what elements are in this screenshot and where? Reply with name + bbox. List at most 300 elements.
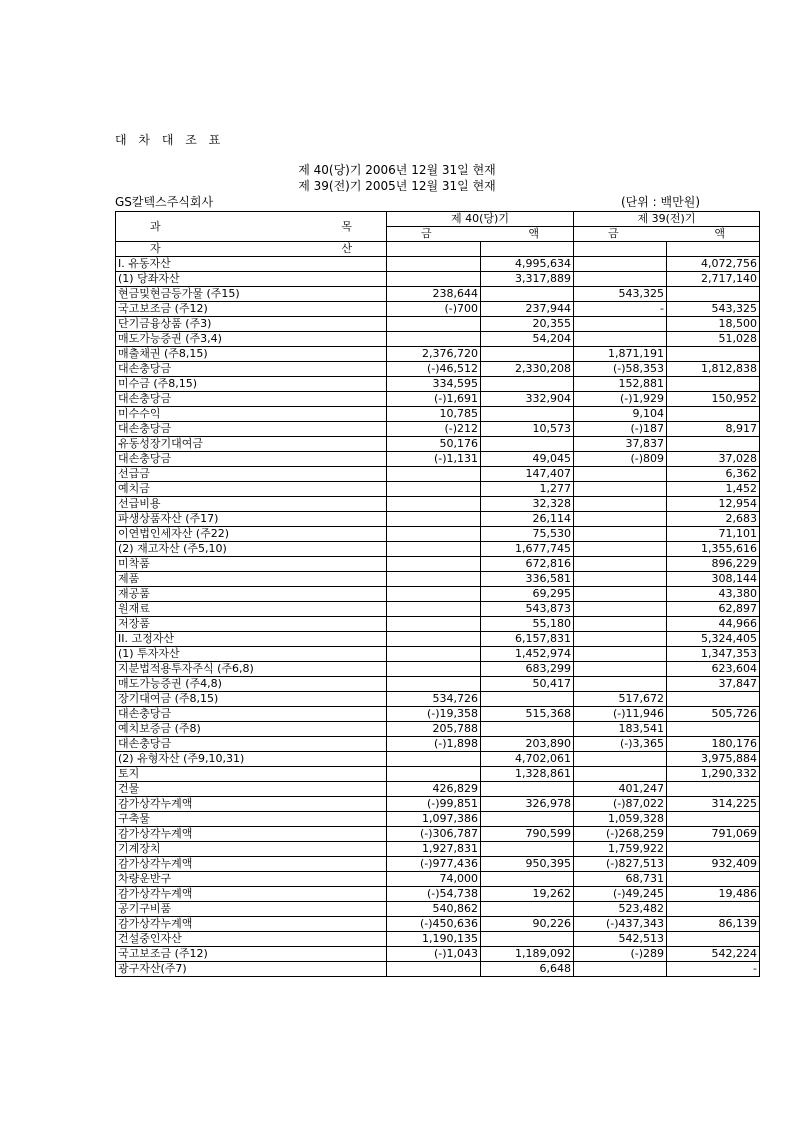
current-total-amount: 683,299: [481, 662, 574, 677]
current-total-amount: 790,599: [481, 827, 574, 842]
account-label: 국고보조금 (주12): [116, 302, 387, 317]
section-assets: [116, 242, 387, 257]
current-total-amount: 3,317,889: [481, 272, 574, 287]
account-label: 대손충당금: [116, 707, 387, 722]
current-total-amount: 26,114: [481, 512, 574, 527]
prior-detail-amount: [574, 602, 667, 617]
prior-total-amount: 4,072,756: [667, 257, 760, 272]
current-total-amount: [481, 812, 574, 827]
current-detail-amount: 74,000: [387, 872, 481, 887]
prior-total-amount: [667, 722, 760, 737]
current-detail-amount: [387, 617, 481, 632]
prior-total-amount: 932,409: [667, 857, 760, 872]
table-row: [116, 737, 760, 752]
current-detail-amount: [387, 317, 481, 332]
account-label: 지분법적용투자주식 (주6,8): [116, 662, 387, 677]
current-total-amount: 1,277: [481, 482, 574, 497]
table-row: [116, 287, 760, 302]
account-label: 감가상각누계액: [116, 797, 387, 812]
prior-total-amount: 543,325: [667, 302, 760, 317]
current-total-amount: [481, 437, 574, 452]
table-row: [116, 797, 760, 812]
prior-detail-amount: [574, 482, 667, 497]
table-row: [116, 677, 760, 692]
prior-total-amount: [667, 437, 760, 452]
prior-total-amount: 37,028: [667, 452, 760, 467]
table-row: [116, 872, 760, 887]
current-detail-amount: [387, 512, 481, 527]
current-detail-amount: [387, 647, 481, 662]
current-detail-amount: [387, 527, 481, 542]
account-label: 토지: [116, 767, 387, 782]
prior-total-amount: 5,324,405: [667, 632, 760, 647]
current-amount-left: 금: [421, 227, 432, 240]
prior-detail-amount: [574, 572, 667, 587]
current-detail-amount: [387, 767, 481, 782]
period-current: 제 40(당)기 2006년 12월 31일 현재: [298, 163, 496, 177]
current-total-amount: [481, 287, 574, 302]
prior-total-amount: 1,812,838: [667, 362, 760, 377]
prior-total-amount: [667, 347, 760, 362]
account-label: 매도가능증권 (주4,8): [116, 677, 387, 692]
table-row: [116, 347, 760, 362]
current-total-amount: 1,677,745: [481, 542, 574, 557]
current-total-amount: 237,944: [481, 302, 574, 317]
current-detail-amount: 2,376,720: [387, 347, 481, 362]
prior-amount-left: 금: [608, 227, 619, 240]
table-row: [116, 722, 760, 737]
table-row: [116, 632, 760, 647]
table-row: [116, 527, 760, 542]
current-total-amount: 32,328: [481, 497, 574, 512]
prior-total-amount: 1,452: [667, 482, 760, 497]
current-detail-amount: (-)99,851: [387, 797, 481, 812]
current-amount-right: 액: [528, 227, 539, 240]
account-label: 저장품: [116, 617, 387, 632]
current-detail-amount: (-)19,358: [387, 707, 481, 722]
prior-total-amount: 505,726: [667, 707, 760, 722]
document-title: 대 차 대 조 표: [115, 133, 225, 147]
current-total-amount: 20,355: [481, 317, 574, 332]
table-row: [116, 482, 760, 497]
company-name: GS칼텍스주식회사: [115, 195, 214, 209]
table-row: [116, 497, 760, 512]
prior-total-amount: [667, 932, 760, 947]
table-row: [116, 422, 760, 437]
prior-total-amount: 1,355,616: [667, 542, 760, 557]
account-label: 감가상각누계액: [116, 827, 387, 842]
prior-total-amount: 896,229: [667, 557, 760, 572]
prior-detail-amount: [574, 317, 667, 332]
account-label: (2) 유형자산 (주9,10,31): [116, 752, 387, 767]
current-amount-header: [387, 227, 574, 242]
prior-detail-amount: (-)827,513: [574, 857, 667, 872]
prior-detail-amount: (-)49,245: [574, 887, 667, 902]
current-detail-amount: 1,927,831: [387, 842, 481, 857]
prior-total-amount: [667, 812, 760, 827]
account-label: 감가상각누계액: [116, 887, 387, 902]
table-row: [116, 887, 760, 902]
table-row: [116, 692, 760, 707]
unit-label: (단위 : 백만원): [621, 195, 700, 209]
prior-total-amount: 308,144: [667, 572, 760, 587]
account-label: 감가상각누계액: [116, 857, 387, 872]
prior-detail-amount: 523,482: [574, 902, 667, 917]
current-total-amount: [481, 902, 574, 917]
account-label: 단기금융상품 (주3): [116, 317, 387, 332]
current-total-amount: 1,452,974: [481, 647, 574, 662]
account-label: 유동성장기대여금: [116, 437, 387, 452]
current-total-amount: 10,573: [481, 422, 574, 437]
table-row: [116, 542, 760, 557]
prior-detail-amount: 517,672: [574, 692, 667, 707]
empty-cell: [481, 242, 574, 257]
prior-detail-amount: [574, 677, 667, 692]
table-row: [116, 587, 760, 602]
current-total-amount: [481, 407, 574, 422]
current-total-amount: 515,368: [481, 707, 574, 722]
prior-detail-amount: [574, 962, 667, 977]
section-assets-left: 자: [150, 242, 161, 255]
account-label: 매출채권 (주8,15): [116, 347, 387, 362]
table-row: [116, 572, 760, 587]
empty-cell: [667, 242, 760, 257]
current-detail-amount: 10,785: [387, 407, 481, 422]
table-row: [116, 902, 760, 917]
section-assets-right: 산: [341, 242, 352, 255]
prior-total-amount: -: [667, 962, 760, 977]
prior-total-amount: 623,604: [667, 662, 760, 677]
current-detail-amount: [387, 962, 481, 977]
current-detail-amount: [387, 677, 481, 692]
prior-total-amount: 2,717,140: [667, 272, 760, 287]
account-header-right: 목: [341, 219, 352, 233]
account-label: 광구자산(주7): [116, 962, 387, 977]
prior-detail-amount: 401,247: [574, 782, 667, 797]
table-row: [116, 857, 760, 872]
table-row: [116, 947, 760, 962]
account-label: 미수금 (주8,15): [116, 377, 387, 392]
account-label: 대손충당금: [116, 737, 387, 752]
current-total-amount: 19,262: [481, 887, 574, 902]
prior-total-amount: 51,028: [667, 332, 760, 347]
prior-detail-amount: [574, 512, 667, 527]
header-row-periods: [116, 212, 760, 227]
current-period-header: 제 40(당)기: [387, 212, 574, 227]
table-row: [116, 407, 760, 422]
empty-cell: [387, 242, 481, 257]
table-row: [116, 752, 760, 767]
current-total-amount: 2,330,208: [481, 362, 574, 377]
current-total-amount: [481, 842, 574, 857]
prior-detail-amount: [574, 542, 667, 557]
current-total-amount: 543,873: [481, 602, 574, 617]
current-detail-amount: (-)46,512: [387, 362, 481, 377]
prior-detail-amount: 543,325: [574, 287, 667, 302]
prior-total-amount: 12,954: [667, 497, 760, 512]
prior-detail-amount: 68,731: [574, 872, 667, 887]
current-detail-amount: (-)1,691: [387, 392, 481, 407]
current-detail-amount: 1,190,135: [387, 932, 481, 947]
current-detail-amount: 1,097,386: [387, 812, 481, 827]
current-detail-amount: [387, 632, 481, 647]
prior-detail-amount: [574, 617, 667, 632]
table-row: [116, 302, 760, 317]
prior-total-amount: [667, 692, 760, 707]
prior-total-amount: 44,966: [667, 617, 760, 632]
balance-sheet-rows: [116, 257, 760, 977]
account-label: (1) 투자자산: [116, 647, 387, 662]
current-detail-amount: (-)1,043: [387, 947, 481, 962]
current-detail-amount: (-)450,636: [387, 917, 481, 932]
current-detail-amount: [387, 542, 481, 557]
current-total-amount: [481, 782, 574, 797]
table-row: [116, 332, 760, 347]
table-row: [116, 602, 760, 617]
current-detail-amount: [387, 752, 481, 767]
table-row: [116, 812, 760, 827]
account-label: 원재료: [116, 602, 387, 617]
account-label: 미수수익: [116, 407, 387, 422]
prior-detail-amount: [574, 467, 667, 482]
table-row: [116, 662, 760, 677]
prior-detail-amount: [574, 272, 667, 287]
table-row: [116, 827, 760, 842]
prior-amount-header: [574, 227, 760, 242]
table-row: [116, 512, 760, 527]
table-row: [116, 317, 760, 332]
table-row: [116, 362, 760, 377]
account-label: II. 고정자산: [116, 632, 387, 647]
current-detail-amount: (-)700: [387, 302, 481, 317]
prior-total-amount: 8,917: [667, 422, 760, 437]
prior-total-amount: [667, 407, 760, 422]
prior-total-amount: [667, 872, 760, 887]
prior-detail-amount: [574, 527, 667, 542]
current-detail-amount: [387, 587, 481, 602]
empty-cell: [574, 242, 667, 257]
account-label: 이연법인세자산 (주22): [116, 527, 387, 542]
account-label: 예치금: [116, 482, 387, 497]
prior-total-amount: 1,290,332: [667, 767, 760, 782]
prior-total-amount: 18,500: [667, 317, 760, 332]
current-total-amount: 6,648: [481, 962, 574, 977]
prior-total-amount: 180,176: [667, 737, 760, 752]
current-detail-amount: [387, 602, 481, 617]
account-label: 예치보증금 (주8): [116, 722, 387, 737]
account-label: 제품: [116, 572, 387, 587]
account-label: (1) 당좌자산: [116, 272, 387, 287]
prior-detail-amount: (-)87,022: [574, 797, 667, 812]
table-row: [116, 932, 760, 947]
current-detail-amount: (-)1,898: [387, 737, 481, 752]
prior-total-amount: 314,225: [667, 797, 760, 812]
prior-total-amount: 43,380: [667, 587, 760, 602]
prior-total-amount: [667, 782, 760, 797]
current-total-amount: 55,180: [481, 617, 574, 632]
prior-detail-amount: [574, 767, 667, 782]
table-row: [116, 842, 760, 857]
account-label: 차량운반구: [116, 872, 387, 887]
table-row: [116, 962, 760, 977]
current-total-amount: 49,045: [481, 452, 574, 467]
current-total-amount: 672,816: [481, 557, 574, 572]
prior-detail-amount: (-)58,353: [574, 362, 667, 377]
account-label: 국고보조금 (주12): [116, 947, 387, 962]
account-label: I. 유동자산: [116, 257, 387, 272]
prior-detail-amount: (-)187: [574, 422, 667, 437]
current-detail-amount: (-)1,131: [387, 452, 481, 467]
prior-total-amount: [667, 902, 760, 917]
prior-total-amount: 1,347,353: [667, 647, 760, 662]
prior-total-amount: 6,362: [667, 467, 760, 482]
account-label: 선급비용: [116, 497, 387, 512]
current-detail-amount: 50,176: [387, 437, 481, 452]
account-label: 대손충당금: [116, 392, 387, 407]
table-row: [116, 557, 760, 572]
table-row: [116, 647, 760, 662]
table-row: [116, 707, 760, 722]
prior-total-amount: 3,975,884: [667, 752, 760, 767]
current-total-amount: 1,189,092: [481, 947, 574, 962]
current-total-amount: 332,904: [481, 392, 574, 407]
prior-detail-amount: [574, 587, 667, 602]
current-total-amount: [481, 692, 574, 707]
current-detail-amount: [387, 257, 481, 272]
prior-total-amount: 62,897: [667, 602, 760, 617]
prior-detail-amount: 1,759,922: [574, 842, 667, 857]
current-total-amount: [481, 722, 574, 737]
table-row: [116, 437, 760, 452]
current-total-amount: 950,395: [481, 857, 574, 872]
period-prior: 제 39(전)기 2005년 12월 31일 현재: [298, 179, 496, 193]
account-header: [116, 212, 387, 242]
account-label: 기계장치: [116, 842, 387, 857]
current-total-amount: 75,530: [481, 527, 574, 542]
prior-total-amount: 71,101: [667, 527, 760, 542]
table-row: [116, 392, 760, 407]
account-label: 파생상품자산 (주17): [116, 512, 387, 527]
current-total-amount: [481, 347, 574, 362]
table-row: [116, 272, 760, 287]
balance-sheet-table: [115, 211, 760, 977]
table-row: [116, 452, 760, 467]
account-label: 재공품: [116, 587, 387, 602]
prior-total-amount: 791,069: [667, 827, 760, 842]
prior-total-amount: 86,139: [667, 917, 760, 932]
current-total-amount: 4,702,061: [481, 752, 574, 767]
account-header-left: 과: [150, 219, 161, 233]
current-total-amount: 50,417: [481, 677, 574, 692]
prior-detail-amount: [574, 257, 667, 272]
current-detail-amount: (-)306,787: [387, 827, 481, 842]
prior-detail-amount: 152,881: [574, 377, 667, 392]
current-detail-amount: 534,726: [387, 692, 481, 707]
prior-total-amount: [667, 377, 760, 392]
current-total-amount: [481, 377, 574, 392]
prior-period-header: 제 39(전)기: [574, 212, 760, 227]
current-total-amount: 336,581: [481, 572, 574, 587]
prior-detail-amount: 37,837: [574, 437, 667, 452]
current-total-amount: 4,995,634: [481, 257, 574, 272]
prior-detail-amount: [574, 647, 667, 662]
prior-total-amount: [667, 842, 760, 857]
table-row: [116, 767, 760, 782]
table-row: [116, 377, 760, 392]
current-detail-amount: [387, 332, 481, 347]
account-label: 현금및현금등가물 (주15): [116, 287, 387, 302]
current-total-amount: 6,157,831: [481, 632, 574, 647]
prior-total-amount: 19,486: [667, 887, 760, 902]
current-total-amount: 69,295: [481, 587, 574, 602]
prior-detail-amount: [574, 497, 667, 512]
table-row: [116, 257, 760, 272]
account-label: 건설중인자산: [116, 932, 387, 947]
current-detail-amount: (-)977,436: [387, 857, 481, 872]
account-label: 장기대여금 (주8,15): [116, 692, 387, 707]
prior-detail-amount: [574, 752, 667, 767]
current-detail-amount: [387, 467, 481, 482]
prior-detail-amount: [574, 332, 667, 347]
account-label: 대손충당금: [116, 362, 387, 377]
prior-detail-amount: 1,871,191: [574, 347, 667, 362]
current-detail-amount: 540,862: [387, 902, 481, 917]
prior-detail-amount: (-)1,929: [574, 392, 667, 407]
current-total-amount: 1,328,861: [481, 767, 574, 782]
current-detail-amount: 238,644: [387, 287, 481, 302]
section-row-assets: [116, 242, 760, 257]
current-total-amount: 90,226: [481, 917, 574, 932]
prior-detail-amount: (-)268,259: [574, 827, 667, 842]
prior-detail-amount: 542,513: [574, 932, 667, 947]
current-total-amount: 326,978: [481, 797, 574, 812]
current-total-amount: 54,204: [481, 332, 574, 347]
prior-detail-amount: [574, 662, 667, 677]
account-label: 건물: [116, 782, 387, 797]
current-total-amount: 147,407: [481, 467, 574, 482]
current-detail-amount: [387, 482, 481, 497]
account-label: 감가상각누계액: [116, 917, 387, 932]
prior-detail-amount: (-)809: [574, 452, 667, 467]
prior-detail-amount: [574, 557, 667, 572]
account-label: 선급금: [116, 467, 387, 482]
prior-total-amount: 37,847: [667, 677, 760, 692]
current-detail-amount: [387, 572, 481, 587]
current-detail-amount: [387, 272, 481, 287]
current-detail-amount: 205,788: [387, 722, 481, 737]
current-detail-amount: (-)212: [387, 422, 481, 437]
prior-detail-amount: 1,059,328: [574, 812, 667, 827]
prior-total-amount: 542,224: [667, 947, 760, 962]
account-label: 대손충당금: [116, 422, 387, 437]
prior-total-amount: 2,683: [667, 512, 760, 527]
account-label: 구축물: [116, 812, 387, 827]
account-label: 미착품: [116, 557, 387, 572]
prior-detail-amount: [574, 632, 667, 647]
table-row: [116, 467, 760, 482]
prior-amount-right: 액: [714, 227, 725, 240]
current-detail-amount: [387, 557, 481, 572]
prior-detail-amount: (-)11,946: [574, 707, 667, 722]
prior-detail-amount: 9,104: [574, 407, 667, 422]
current-detail-amount: 426,829: [387, 782, 481, 797]
current-total-amount: [481, 872, 574, 887]
prior-total-amount: 150,952: [667, 392, 760, 407]
table-row: [116, 617, 760, 632]
prior-detail-amount: -: [574, 302, 667, 317]
current-detail-amount: 334,595: [387, 377, 481, 392]
current-detail-amount: [387, 662, 481, 677]
